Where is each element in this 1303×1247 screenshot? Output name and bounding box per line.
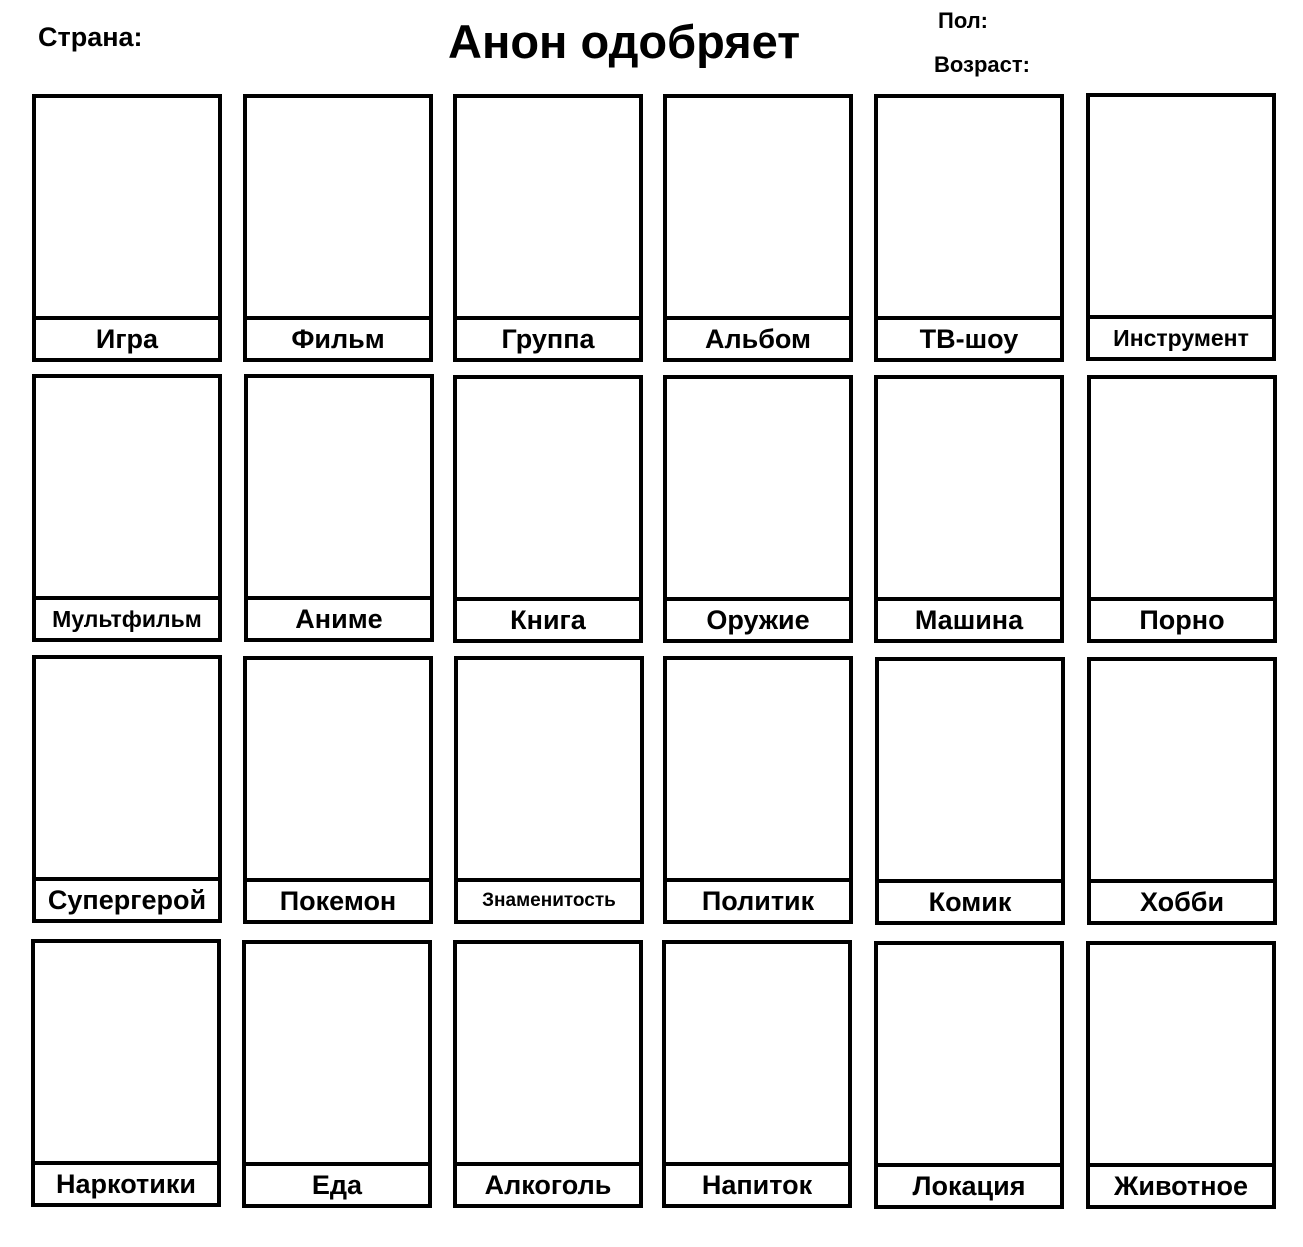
card-label: Супергерой <box>47 884 207 915</box>
card-label: Мультфильм <box>52 605 202 632</box>
gender-label: Пол: <box>938 8 989 33</box>
page-title: Анон одобряет <box>448 15 801 68</box>
card-label: Локация <box>912 1170 1026 1201</box>
image-slot[interactable] <box>1091 379 1273 601</box>
card-drugs[interactable] <box>31 939 221 1207</box>
card-label: ТВ-шоу <box>919 323 1019 354</box>
card-weapon[interactable] <box>663 375 853 643</box>
card-car[interactable] <box>874 375 1064 643</box>
card-label: Политик <box>701 885 815 916</box>
image-slot[interactable] <box>878 945 1060 1167</box>
card-location[interactable] <box>874 941 1064 1209</box>
card-game[interactable] <box>32 94 222 362</box>
card-animal[interactable] <box>1086 941 1276 1209</box>
image-slot[interactable] <box>667 98 849 320</box>
image-slot[interactable] <box>878 379 1060 601</box>
card-book[interactable] <box>453 375 643 643</box>
card-hobby[interactable] <box>1087 657 1277 925</box>
card-label: Аниме <box>295 603 383 634</box>
card-tv-show[interactable] <box>874 94 1064 362</box>
image-slot[interactable] <box>35 943 217 1165</box>
card-alcohol[interactable] <box>453 940 643 1208</box>
image-slot[interactable] <box>247 660 429 882</box>
card-beverage[interactable] <box>662 940 852 1208</box>
card-celebrity[interactable] <box>454 656 644 924</box>
card-label: Животное <box>1113 1170 1249 1201</box>
card-label: Знаменитость <box>482 890 616 911</box>
card-label: Еда <box>311 1169 363 1200</box>
card-pokemon[interactable] <box>243 656 433 924</box>
card-album[interactable] <box>663 94 853 362</box>
card-label: Наркотики <box>56 1168 196 1199</box>
age-label: Возраст: <box>934 52 1030 77</box>
card-film[interactable] <box>243 94 433 362</box>
card-label: Хобби <box>1139 886 1225 917</box>
image-slot[interactable] <box>457 98 639 320</box>
card-food[interactable] <box>242 940 432 1208</box>
image-slot[interactable] <box>36 98 218 320</box>
card-label: Оружие <box>706 604 810 635</box>
card-label: Комик <box>928 886 1012 917</box>
card-label: Покемон <box>279 885 397 916</box>
image-slot[interactable] <box>878 98 1060 320</box>
image-slot[interactable] <box>248 378 430 600</box>
card-cartoon[interactable] <box>32 374 222 642</box>
card-label: Фильм <box>291 323 385 354</box>
image-slot[interactable] <box>667 379 849 601</box>
card-label: Игра <box>95 323 159 354</box>
image-slot[interactable] <box>1091 661 1273 883</box>
card-instrument[interactable] <box>1086 93 1276 361</box>
card-band[interactable] <box>453 94 643 362</box>
image-slot[interactable] <box>666 944 848 1166</box>
image-slot[interactable] <box>1090 97 1272 319</box>
image-slot[interactable] <box>457 379 639 601</box>
card-superhero[interactable] <box>32 655 222 923</box>
card-label: Книга <box>510 604 586 635</box>
card-comedian[interactable] <box>875 657 1065 925</box>
country-label: Страна: <box>38 22 143 52</box>
image-slot[interactable] <box>36 659 218 881</box>
card-label: Альбом <box>704 323 812 354</box>
card-label: Напиток <box>701 1169 813 1200</box>
image-slot[interactable] <box>247 98 429 320</box>
image-slot[interactable] <box>457 944 639 1166</box>
image-slot[interactable] <box>246 944 428 1166</box>
image-slot[interactable] <box>879 661 1061 883</box>
card-anime[interactable] <box>244 374 434 642</box>
image-slot[interactable] <box>458 660 640 882</box>
card-label: Алкоголь <box>484 1169 612 1200</box>
card-label: Группа <box>501 323 595 354</box>
card-label: Порно <box>1139 604 1225 635</box>
card-label: Инструмент <box>1113 324 1249 351</box>
image-slot[interactable] <box>667 660 849 882</box>
card-porn[interactable] <box>1087 375 1277 643</box>
image-slot[interactable] <box>36 378 218 600</box>
card-politician[interactable] <box>663 656 853 924</box>
card-label: Машина <box>914 604 1024 635</box>
image-slot[interactable] <box>1090 945 1272 1167</box>
